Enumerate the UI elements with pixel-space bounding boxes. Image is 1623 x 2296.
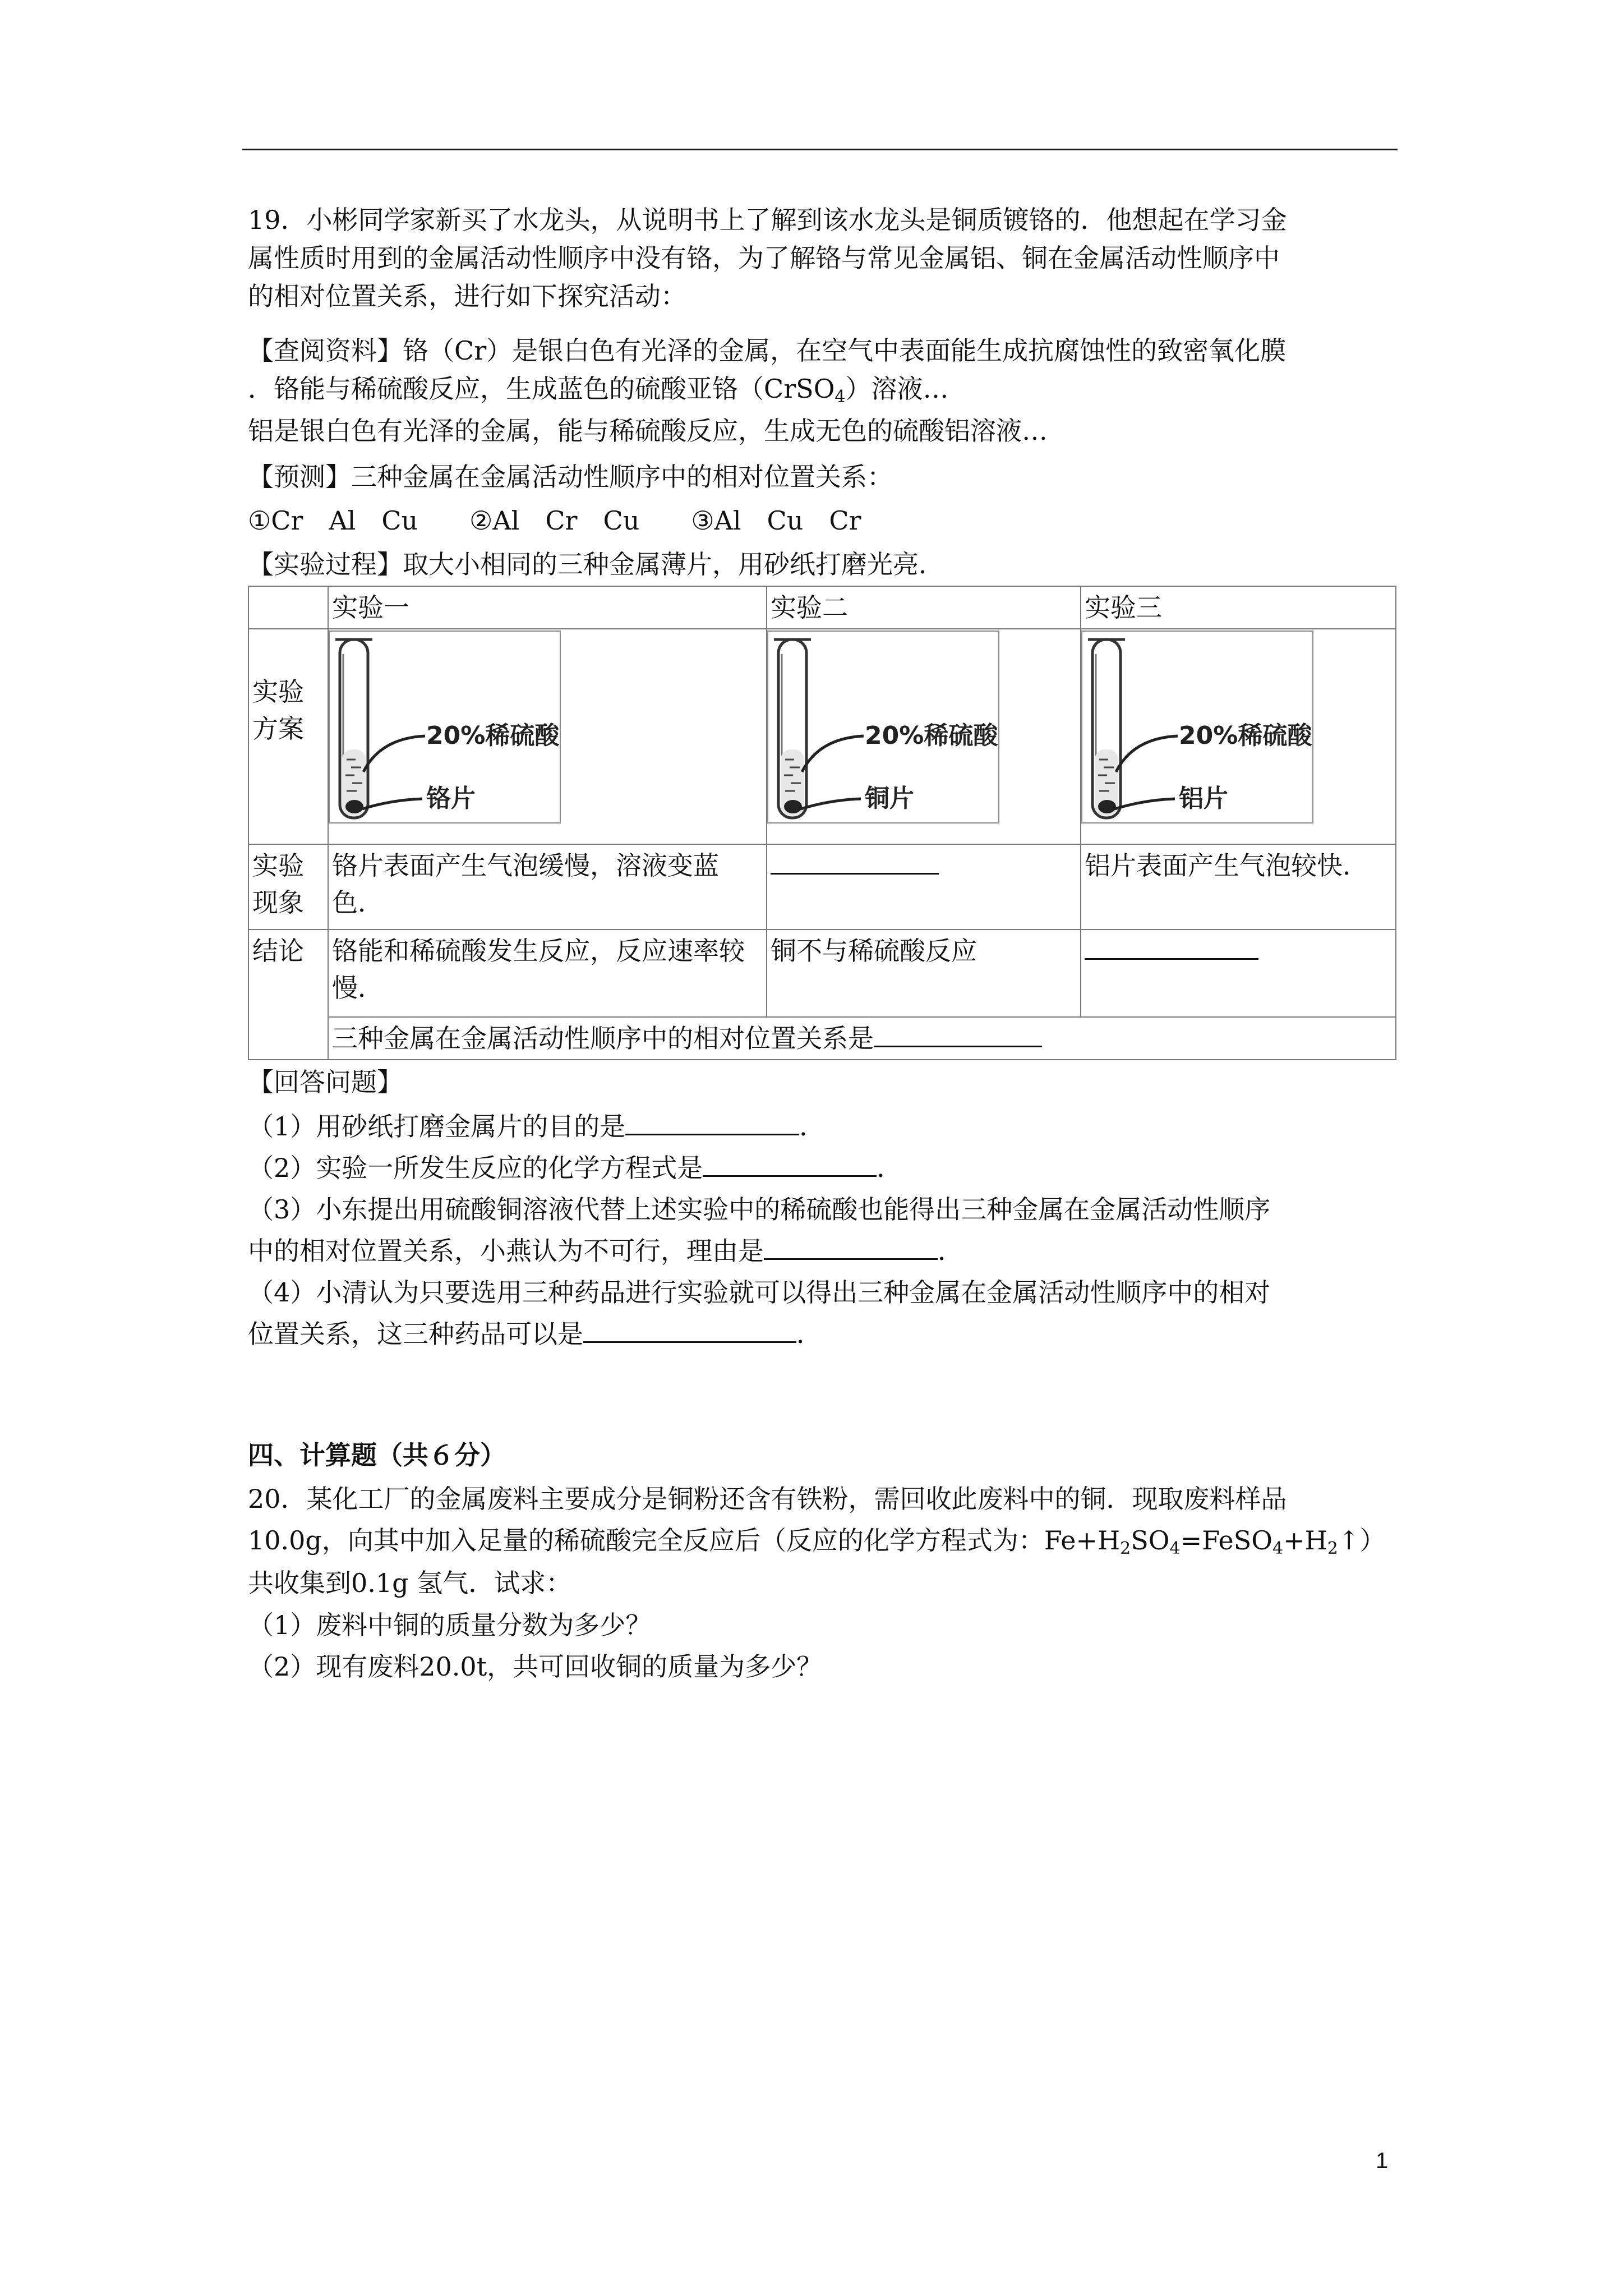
q20-line-1: 20．某化工厂的金属废料主要成分是铜粉还含有铁粉，需回收此废料中的铜．现取废料样品 [248,1484,1287,1514]
metal-label: 铬片 [426,784,476,813]
reference-line-2: ．铬能与稀硫酸反应，生成蓝色的硫酸亚铬（CrSO$_4$）溶液… [248,374,949,407]
q19-intro-line-2: 属性质时用到的金属活动性顺序中没有铬，为了解铬与常见金属铝、铜在金属活动性顺序中 [248,243,1280,273]
q20-line-2: 10.0g，向其中加入足量的稀硫酸完全反应后（反应的化学方程式为：$Fe+H_2SO_4=FeSO_4+H_2↑$） [248,1525,1386,1558]
acid-label: 20%稀硫酸 [426,721,560,750]
answer-blank[interactable] [625,1111,799,1135]
conclusion-cell-3 [1081,930,1396,1017]
table-corner-cell [248,586,328,629]
q20-line-3: 共收集到0.1g 氢气．试求： [248,1568,572,1598]
row-label-scheme: 实验方案 [248,629,328,844]
process-line: 【实验过程】取大小相同的三种金属薄片，用砂纸打磨光亮． [248,549,944,579]
q20-sub-question-2: （2）现有废料20.0t，共可回收铜的质量为多少？ [248,1651,823,1682]
conclusion-cell-2: 铜不与稀硫酸反应 [767,930,1081,1017]
answer-section-title: 【回答问题】 [248,1067,403,1097]
summary-cell: 三种金属在金属活动性顺序中的相对位置关系是 [328,1017,1396,1060]
section-4-title: 四、计算题（共６分） [248,1440,506,1470]
sub-question-2: （2）实验一所发生反应的化学方程式是 ． [248,1153,903,1183]
scheme-cell-1 [328,629,767,844]
test-tube-figure-aluminum [1081,631,1313,823]
header-experiment-2: 实验二 [767,586,1081,629]
conclusion-cell-1: 铬能和稀硫酸发生反应，反应速率较慢． [328,930,767,1017]
metal-label: 铝片 [1179,784,1228,813]
sub-question-3-line-1: （3）小东提出用硫酸铜溶液代替上述实验中的稀硫酸也能得出三种金属在金属活动性顺序 [248,1194,1271,1225]
reference-line-3: 铝是银白色有光泽的金属，能与稀硫酸反应，生成无色的硫酸铝溶液… [248,416,1048,446]
test-tube-figure-copper [767,631,999,823]
row-label-phenomenon: 实验现象 [248,844,328,930]
sub-question-4-line-1: （4）小清认为只要选用三种药品进行实验就可以得出三种金属在金属活动性顺序中的相对 [248,1277,1271,1308]
phenomenon-cell-2 [767,844,1081,930]
q19-intro-line-1: 19．小彬同学家新买了水龙头，从说明书上了解到该水龙头是铜质镀铬的．他想起在学习金 [248,205,1287,235]
sub-question-3-line-2: 中的相对位置关系，小燕认为不可行，理由是 ． [248,1236,963,1266]
scheme-cell-2 [767,629,1081,844]
prediction-options: ①Cr Al Cu ②Al Cr Cu ③Al Cu Cr [248,505,861,536]
answer-blank[interactable] [874,1023,1042,1047]
row-label-conclusion: 结论 [248,930,328,1060]
scheme-cell-3 [1081,629,1396,844]
phenomenon-cell-1: 铬片表面产生气泡缓慢，溶液变蓝色． [328,844,767,930]
phenomenon-cell-3: 铝片表面产生气泡较快． [1081,844,1396,930]
experiment-table [248,586,1396,1060]
answer-blank[interactable] [771,850,939,875]
q19-intro-line-3: 的相对位置关系，进行如下探究活动： [248,281,686,311]
answer-blank[interactable] [583,1319,796,1343]
reference-line-1: 【查阅资料】铬（Cr）是银白色有光泽的金属，在空气中表面能生成抗腐蚀性的致密氧化膜 [248,335,1287,366]
sub-question-4-line-2: 位置关系，这三种药品可以是 ． [248,1319,822,1349]
answer-blank[interactable] [703,1153,877,1177]
header-experiment-1: 实验一 [328,586,767,629]
page-number: 1 [1376,2148,1389,2173]
metal-label: 铜片 [865,784,914,813]
q20-sub-question-1: （1）废料中铜的质量分数为多少？ [248,1610,652,1640]
header-rule [242,149,1398,150]
sub-question-1: （1）用砂纸打磨金属片的目的是 ． [248,1111,826,1142]
acid-label: 20%稀硫酸 [865,721,998,750]
header-experiment-3: 实验三 [1081,586,1396,629]
test-tube-figure-chromium [329,631,561,823]
answer-blank[interactable] [1085,936,1258,960]
acid-label: 20%稀硫酸 [1179,721,1312,750]
prediction-line: 【预测】三种金属在金属活动性顺序中的相对位置关系： [248,462,893,492]
answer-blank[interactable] [764,1236,938,1260]
